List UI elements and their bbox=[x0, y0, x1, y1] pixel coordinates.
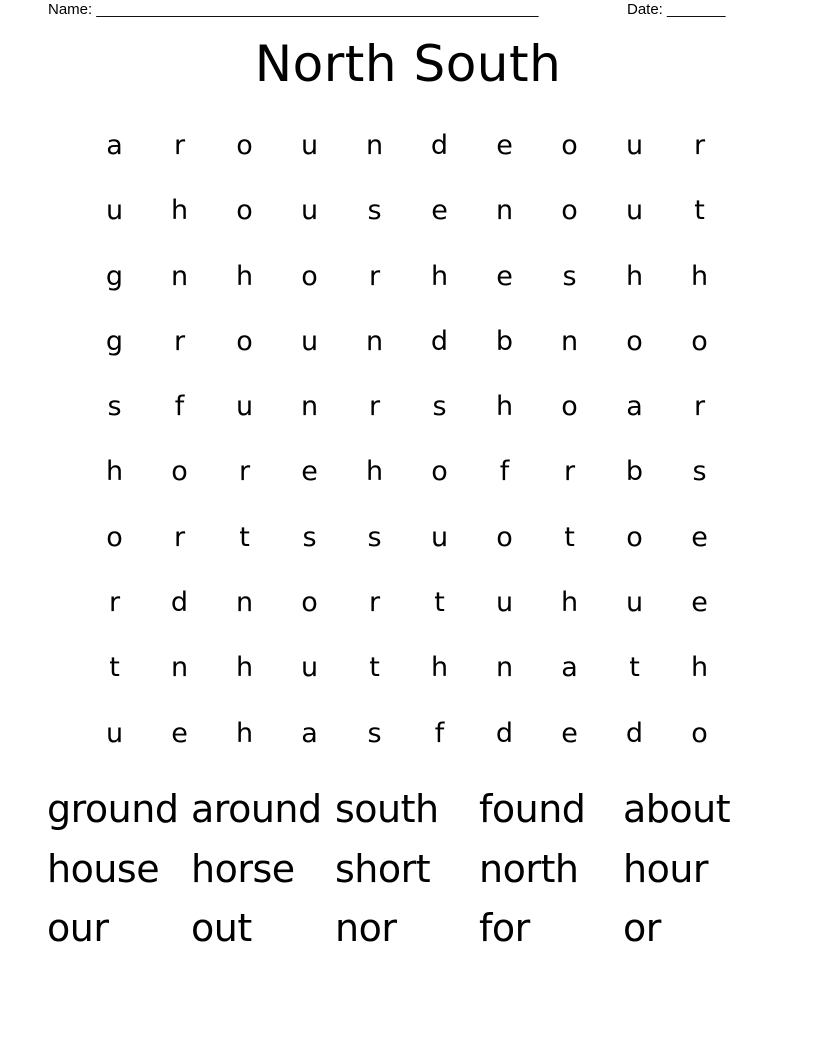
grid-letter[interactable]: r bbox=[173, 325, 186, 357]
grid-letter[interactable]: r bbox=[693, 130, 706, 161]
grid-letter[interactable]: o bbox=[106, 521, 123, 553]
grid-letter[interactable]: h bbox=[430, 260, 449, 292]
grid-letter[interactable]: s bbox=[432, 391, 447, 423]
grid-letter[interactable]: r bbox=[173, 130, 186, 161]
grid-letter[interactable]: b bbox=[495, 325, 514, 357]
grid-letter[interactable]: t bbox=[369, 652, 380, 684]
header bbox=[0, 0, 816, 22]
grid-letter[interactable]: h bbox=[560, 587, 579, 619]
grid-letter[interactable]: e bbox=[691, 587, 708, 619]
grid-letter[interactable]: u bbox=[430, 521, 449, 553]
grid-letter[interactable]: a bbox=[106, 130, 123, 161]
grid-letter[interactable]: h bbox=[170, 195, 189, 227]
word-search-grid bbox=[82, 113, 732, 766]
grid-letter[interactable]: u bbox=[105, 195, 124, 227]
word-bank-item: hour bbox=[623, 846, 709, 891]
grid-letter[interactable]: u bbox=[300, 652, 319, 684]
grid-letter[interactable]: o bbox=[431, 456, 448, 488]
grid-letter[interactable]: u bbox=[495, 587, 514, 619]
word-bank-item: or bbox=[623, 906, 661, 950]
grid-letter[interactable]: f bbox=[174, 391, 185, 423]
grid-letter[interactable]: o bbox=[691, 325, 708, 357]
grid-letter[interactable]: u bbox=[625, 587, 644, 619]
word-bank-row bbox=[47, 902, 767, 962]
grid-letter[interactable]: g bbox=[105, 325, 124, 357]
grid-letter[interactable]: d bbox=[430, 130, 449, 161]
word-bank-item: horse bbox=[191, 846, 295, 891]
grid-letter[interactable]: a bbox=[626, 391, 643, 423]
grid-letter[interactable]: o bbox=[236, 130, 253, 161]
grid-letter[interactable]: t bbox=[109, 652, 120, 684]
grid-letter[interactable]: h bbox=[105, 456, 124, 488]
grid-letter[interactable]: h bbox=[690, 260, 709, 292]
grid-letter[interactable]: r bbox=[368, 391, 381, 423]
grid-letter[interactable]: o bbox=[301, 587, 318, 619]
grid-letter[interactable]: s bbox=[107, 391, 122, 423]
grid-letter[interactable]: t bbox=[629, 652, 640, 684]
grid-letter[interactable]: e bbox=[431, 195, 448, 227]
grid-letter[interactable]: e bbox=[171, 717, 188, 749]
grid-letter[interactable]: g bbox=[105, 260, 124, 292]
word-bank-item: north bbox=[479, 846, 579, 891]
grid-letter[interactable]: o bbox=[236, 195, 253, 227]
grid-letter[interactable]: n bbox=[235, 587, 254, 619]
word-bank-item: nor bbox=[335, 906, 397, 950]
grid-letter[interactable]: u bbox=[300, 130, 319, 161]
grid-row bbox=[82, 309, 732, 374]
grid-letter[interactable]: r bbox=[368, 260, 381, 292]
grid-row bbox=[82, 570, 732, 635]
grid-letter[interactable]: s bbox=[692, 456, 707, 488]
grid-letter[interactable]: t bbox=[564, 521, 575, 553]
grid-letter[interactable]: t bbox=[434, 587, 445, 619]
word-bank-item: south bbox=[335, 787, 439, 831]
grid-row bbox=[82, 635, 732, 700]
grid-letter[interactable]: n bbox=[170, 260, 189, 292]
word-bank-item: for bbox=[479, 906, 530, 950]
word-bank-row bbox=[47, 843, 767, 903]
word-bank bbox=[47, 783, 767, 962]
grid-letter[interactable]: f bbox=[434, 717, 445, 749]
grid-letter[interactable]: o bbox=[301, 260, 318, 292]
name-field[interactable]: Name: _____________________________________________________ bbox=[48, 1, 539, 18]
grid-letter[interactable]: e bbox=[561, 717, 578, 749]
word-bank-row bbox=[47, 783, 767, 843]
grid-letter[interactable]: n bbox=[560, 325, 579, 357]
word-bank-item: short bbox=[335, 846, 431, 891]
grid-letter[interactable]: d bbox=[170, 587, 189, 619]
grid-letter[interactable]: s bbox=[367, 717, 382, 749]
grid-letter[interactable]: o bbox=[626, 521, 643, 553]
grid-letter[interactable]: s bbox=[562, 260, 577, 292]
word-bank-item: out bbox=[191, 906, 252, 950]
grid-letter[interactable]: b bbox=[625, 456, 644, 488]
grid-letter[interactable]: n bbox=[170, 652, 189, 684]
grid-letter[interactable]: s bbox=[302, 521, 317, 553]
grid-letter[interactable]: o bbox=[561, 130, 578, 161]
grid-letter[interactable]: h bbox=[430, 652, 449, 684]
grid-row bbox=[82, 439, 732, 504]
grid-letter[interactable]: u bbox=[625, 130, 644, 161]
word-bank-item: around bbox=[191, 787, 322, 831]
grid-letter[interactable]: a bbox=[301, 717, 318, 749]
grid-letter[interactable]: u bbox=[300, 325, 319, 357]
word-bank-item: about bbox=[623, 787, 731, 831]
grid-letter[interactable]: d bbox=[495, 717, 514, 749]
grid-row bbox=[82, 374, 732, 439]
grid-letter[interactable]: h bbox=[235, 717, 254, 749]
word-bank-item: found bbox=[479, 787, 586, 831]
grid-letter[interactable]: n bbox=[300, 391, 319, 423]
grid-letter[interactable]: h bbox=[365, 456, 384, 488]
grid-letter[interactable]: t bbox=[239, 521, 250, 553]
grid-letter[interactable]: n bbox=[365, 325, 384, 357]
grid-letter[interactable]: n bbox=[495, 195, 514, 227]
grid-row bbox=[82, 178, 732, 243]
grid-letter[interactable]: h bbox=[235, 260, 254, 292]
word-bank-item: house bbox=[47, 846, 160, 891]
grid-letter[interactable]: t bbox=[694, 195, 705, 227]
grid-letter[interactable]: d bbox=[625, 717, 644, 749]
grid-letter[interactable]: h bbox=[625, 260, 644, 292]
grid-letter[interactable]: e bbox=[496, 130, 513, 161]
grid-letter[interactable]: n bbox=[365, 130, 384, 161]
grid-letter[interactable]: a bbox=[561, 652, 578, 684]
grid-letter[interactable]: u bbox=[300, 195, 319, 227]
grid-letter[interactable]: s bbox=[367, 521, 382, 553]
grid-letter[interactable]: f bbox=[499, 456, 510, 488]
grid-letter[interactable]: u bbox=[235, 391, 254, 423]
grid-letter[interactable]: o bbox=[561, 195, 578, 227]
grid-letter[interactable]: e bbox=[691, 521, 708, 553]
grid-row bbox=[82, 701, 732, 766]
grid-row bbox=[82, 505, 732, 570]
grid-letter[interactable]: o bbox=[561, 391, 578, 423]
grid-row bbox=[82, 113, 732, 178]
grid-letter[interactable]: o bbox=[171, 456, 188, 488]
word-bank-item: ground bbox=[47, 787, 179, 831]
grid-letter[interactable]: e bbox=[496, 260, 513, 292]
grid-letter[interactable]: o bbox=[496, 521, 513, 553]
grid-letter[interactable]: u bbox=[625, 195, 644, 227]
grid-letter[interactable]: h bbox=[495, 391, 514, 423]
grid-letter[interactable]: s bbox=[367, 195, 382, 227]
grid-letter[interactable]: r bbox=[368, 587, 381, 619]
grid-letter[interactable]: r bbox=[238, 456, 251, 488]
grid-letter[interactable]: o bbox=[626, 325, 643, 357]
grid-letter[interactable]: r bbox=[108, 587, 121, 619]
grid-letter[interactable]: o bbox=[691, 717, 708, 749]
grid-letter[interactable]: h bbox=[690, 652, 709, 684]
grid-letter[interactable]: r bbox=[693, 391, 706, 423]
grid-letter[interactable]: d bbox=[430, 325, 449, 357]
grid-letter[interactable]: r bbox=[173, 521, 186, 553]
page-title: North South bbox=[254, 35, 562, 93]
date-field[interactable]: Date: _______ bbox=[627, 1, 726, 18]
word-bank-item: our bbox=[47, 906, 109, 950]
grid-letter[interactable]: o bbox=[236, 325, 253, 357]
grid-letter[interactable]: r bbox=[563, 456, 576, 488]
grid-letter[interactable]: h bbox=[235, 652, 254, 684]
grid-row bbox=[82, 244, 732, 309]
grid-letter[interactable]: u bbox=[105, 717, 124, 749]
grid-letter[interactable]: n bbox=[495, 652, 514, 684]
grid-letter[interactable]: e bbox=[301, 456, 318, 488]
